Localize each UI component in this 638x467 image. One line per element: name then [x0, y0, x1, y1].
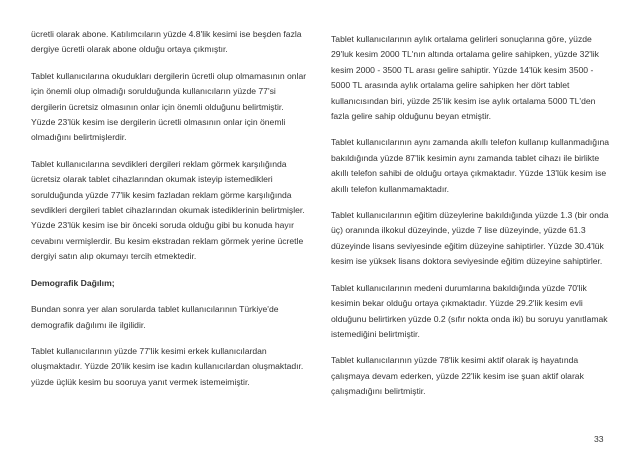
right-paragraph-1: Tablet kullanıcılarının aylık ortalama gelirleri sonuçlarına göre, yüzde 29'luk kesim 2000 TL'nın altında ortalama gelire sahipken, yüzde 32'lik kesim 2000 - 3500 TL arası gelire sahiptir. Yüzde 14'lük kesim 3500 - 5000 TL arasında aylık ortalama gelire sahipken her dört tablet kullanıcısından biri, yüzde 25'lik kesim ise aylık ortalama 5000 TL'den fazla gelire sahip olduğunu beyan etmiştir. — [331, 34, 599, 122]
section-heading: Demografik Dağılım; — [31, 277, 115, 288]
right-paragraph-4: Tablet kullanıcılarının medeni durumlarına bakıldığında yüzde 70'lik kesimin bekar olduğu ortaya çıkmaktadır. Yüzde 29.2'lik kesim evli olduğunu belirtirken yüzde 0.2 (sıfır nokta onda iki) bu soruyu yanıtlamak istemediğini belirtmiştir. — [331, 282, 608, 339]
left-column — [31, 27, 309, 401]
left-paragraph-4: Bundan sonra yer alan sorularda tablet kullanıcılarının Türkiye'de demografik dağılımı ile ilgilidir. — [31, 304, 279, 330]
right-paragraph-5: Tablet kullanıcılarının yüzde 78'lik kesimi aktif olarak iş hayatında çalışmaya devam ederken, yüzde 22'lik kesim ise şuan aktif olarak çalışmadığını belirtmiştir. — [331, 355, 584, 397]
left-paragraph-3: Tablet kullanıcılarına sevdikleri dergileri reklam görmek karşılığında ücretsiz olarak tablet cihazlarından okumak isteyip istemedikleri sorulduğunda yüzde 77'lik kesim fazladan reklam görme karşılığında sevdikleri dergileri tablet cihazlarından okumak istediklerinin belirtmişler. Yüzde 23'lük kesim ise bir önceki soruda olduğu gibi bu konuda hayır cevabını vermişlerdir. Bu kesim ekstradan reklam görmek yerine ücretle dergiyi satın alıp okumayı tercih etmektedir. — [31, 158, 305, 262]
right-column — [331, 32, 614, 411]
left-paragraph-5: Tablet kullanıcılarının yüzde 77'lik kesimi erkek kullanıcılardan oluşmaktadır. Yüzde 20'lik kesim ise kadın kullanıcılardan oluşmaktadır. yüzde üçlük kesim bu sooruya yanıt vermek istemeimiştir. — [31, 345, 304, 387]
left-paragraph-2: Tablet kullanıcılarına okudukları dergilerin ücretli olup olmamasının onlar için önemli olup olmadığı sorulduğunda kullanıcıların yüzde 77'si dergilerin ücretsiz olmasının onlar için önemli olduğunu belirtmiştir. Yüzde 23'lük kesim ise dergilerin ücretli olmasının onlar için önemli olmadığını belirtmişlerdir. — [31, 70, 307, 143]
left-paragraph-1: ücretli olarak abone. Katılımcıların yüzde 4.8'lik kesimi ise beşden fazla dergiye ücretli olarak abone olduğu ortaya çıkmıştır. — [31, 29, 302, 55]
page-number: 33 — [594, 434, 604, 444]
right-paragraph-2: Tablet kullanıcılarının aynı zamanda akıllı telefon kullanıp kullanmadığına bakıldığında yüzde 87'lik kesimin aynı zamanda tablet cihazı ile birlikte akıllı telefon sahibi de olduğu ortaya çıkmaktadır. Yüzde 13'lük kesim ise akıllı telefon kullanmamaktadır. — [331, 137, 610, 194]
right-paragraph-3: Tablet kullanıcılarının eğitim düzeylerine bakıldığında yüzde 1.3 (bir onda üç) oranında ilkokul düzeyinde, yüzde 7 lise düzeyinde, yüzde 61.3 düzeyinde lisans seviyesinde eğitim düzeyine sahiptirler. Yüzde 30.4'lük kesim ise yüksek lisans doktora seviyesinde eğitim düzeyine sahiptirler. — [331, 210, 609, 267]
